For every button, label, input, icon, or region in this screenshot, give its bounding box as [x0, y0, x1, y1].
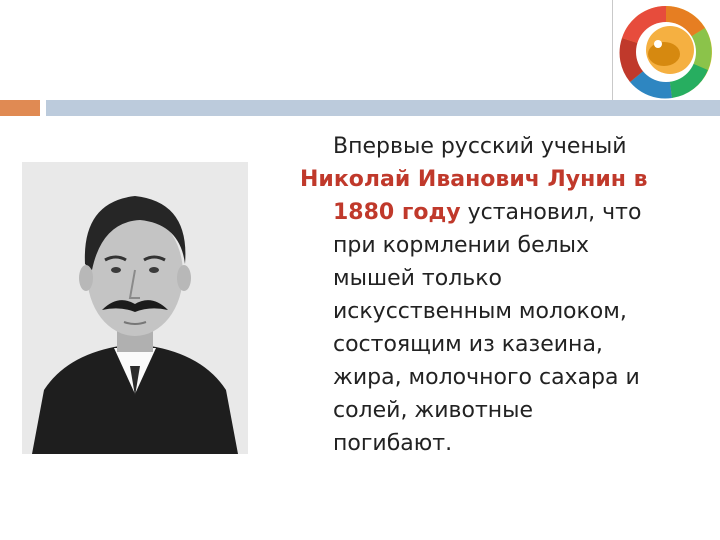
- slide-paragraph: [300, 130, 700, 460]
- scientist-name-line: [300, 163, 700, 196]
- accent-bar-blue: [46, 100, 720, 116]
- text-line: Впервые русский ученый: [333, 134, 627, 159]
- text-line: солей, животные: [333, 398, 534, 423]
- text-line: погибают.: [333, 431, 453, 456]
- portrait-photo: [22, 162, 248, 454]
- accent-bar-orange: [0, 100, 40, 116]
- scientist-name: Николай Иванович Лунин в: [300, 167, 648, 192]
- text-line: при кормлении белых: [333, 233, 590, 258]
- vitamin-wheel-logo: [612, 0, 720, 100]
- text-line: искусственным молоком,: [333, 299, 627, 324]
- text-line: состоящим из казеина,: [333, 332, 603, 357]
- text-line: [300, 196, 700, 229]
- text-fragment: установил, что: [460, 200, 642, 225]
- text-line: мышей только: [333, 266, 502, 291]
- year-highlight: 1880 году: [333, 200, 461, 225]
- text-line: жира, молочного сахара и: [333, 365, 640, 390]
